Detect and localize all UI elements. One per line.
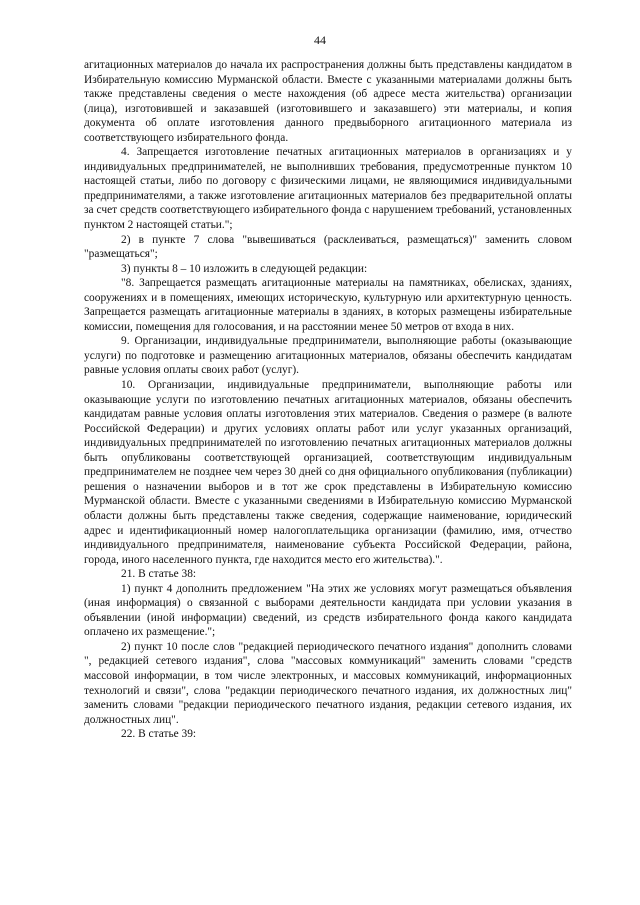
paragraph-item-4: 4. Запрещается изготовление печатных агитационных материалов в организациях и у индивидуальных предпринимателей, не выполнивших требования, предусмотренные пунктом 10 настоящей статьи, либо по договору с физическими лицами, не являющимися индивидуальными предпринимателями, а также изготовление агитационных материалов без предварительной оплаты за счет средств соответствующего избирательного фонда с нарушением требований, установленных пунктом 2 настоящей статьи.";: [84, 146, 572, 232]
page-number: 44: [314, 33, 326, 47]
paragraph-article-38-heading: 21. В статье 38:: [121, 568, 197, 581]
paragraph-subitem-2: 2) в пункте 7 слова "вывешиваться (расклеиваться, размещаться)" заменить словом "размещаться";: [84, 233, 572, 261]
paragraph-article-38-subitem-1: 1) пункт 4 дополнить предложением "На этих же условиях могут размещаться объявления (иная информация) о связанной с выборами деятельности кандидата при условии указания в объявлении (иной информации) сведений, из средств избирательного фонда какого кандидата оплачено их размещение.";: [84, 582, 572, 639]
paragraph-item-8: "8. Запрещается размещать агитационные материалы на памятниках, обелисках, зданиях, сооружениях и в помещениях, имеющих историческую, культурную или архитектурную ценность. Запрещается размещать агитационные материалы в зданиях, в которых размещены избирательные комиссии, помещения для голосования, и на расстоянии менее 50 метров от входа в них.: [84, 277, 572, 333]
paragraph-article-38-subitem-2: 2) пункт 10 после слов "редакцией периодического печатного издания" дополнить словами ", редакцией сетевого издания", слова "массовых коммуникаций" заменить словами "средств массовой информации, в том числе электронных, и массовых коммуникаций, информационных технологий и связи", слова "редакции периодического печатного издания, их должностных лиц" заменить словами "редакции периодического печатного издания, редакции сетевого издания, их должностных лиц".: [84, 640, 572, 726]
paragraph-article-39-heading: 22. В статье 39:: [121, 728, 197, 741]
paragraph-item-10: 10. Организации, индивидуальные предприниматели, выполняющие работы или оказывающие услуги по изготовлению печатных агитационных материалов, обязаны обеспечить кандидатам равные условия оплаты изготовления этих материалов. Сведения о размере (в валюте Российской Федерации) и других условиях оплаты работ или услуг указанных организаций, индивидуальных предпринимателей по изготовлению печатных агитационных материалов должны быть опубликованы соответствующей организацией, соответствующим индивидуальным предпринимателем не позднее чем через 30 дней со дня официального опубликования (публикации) решения о назначении выборов и в тот же срок представлены в Избирательную комиссию Мурманской области. Вместе с указанными сведениями в Избирательную комиссию Мурманской области должны быть представлены также сведения, содержащие наименование, юридический адрес и идентификационный номер налогоплательщика организации (фамилию, имя, отчество индивидуального предпринимателя, наименование субъекта Российской Федерации, района, города, иного населенного пункта, где находится место его жительства).".: [84, 379, 572, 566]
paragraph-subitem-3: 3) пункты 8 – 10 изложить в следующей редакции:: [121, 262, 368, 275]
paragraph-continuation: агитационных материалов до начала их распространения должны быть представлены кандидатом в Избирательную комиссию Мурманской области. Вместе с указанными материалами должны быть также представлены сведения о месте нахождения (об адресе места жительства) организации (лица), изготовившей и заказавшей (изготовившего и заказавшего) эти материалы, и копия документа об оплате изготовления данного предвыборного агитационного материала из соответствующего избирательного фонда.: [84, 59, 572, 144]
paragraph-item-9: 9. Организации, индивидуальные предприниматели, выполняющие работы (оказывающие услуги) по подготовке и размещению агитационных материалов, обязаны обеспечить кандидатам равные условия оплаты своих работ (услуг).: [84, 335, 572, 377]
document-body: [84, 58, 572, 742]
